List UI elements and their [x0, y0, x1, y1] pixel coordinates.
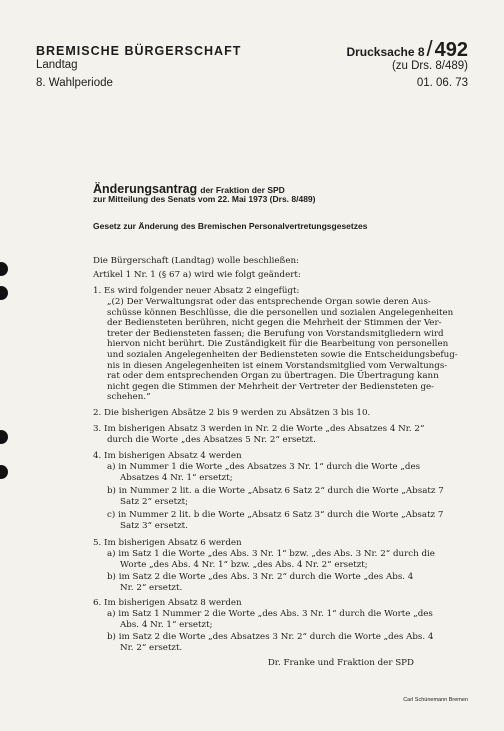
- item-5b-line: Nr. 2“ ersetzt.: [120, 583, 183, 593]
- printer-imprint: Carl Schünemann Bremen: [403, 697, 468, 703]
- electoral-period: 8. Wahlperiode: [36, 77, 113, 89]
- item-1-quote-line: nis in diesen Angelegenheiten ist einem Vorstandsmitglied vom Verwaltungs-: [107, 360, 448, 371]
- item-1-quote-line: der Bediensteten berühren, nicht gegen die Mehrheit der Stimmen der Ver-: [107, 318, 442, 329]
- law-title: Gesetz zur Änderung des Bremischen Personalvertretungsgesetzes: [93, 221, 368, 231]
- item-1-quote-line: schehen.“: [107, 392, 151, 403]
- item-6-heading: 6. Im bisherigen Absatz 8 werden: [93, 598, 242, 608]
- document-date: 01. 06. 73: [416, 77, 468, 89]
- item-3-line: durch die Worte „des Absatzes 5 Nr. 2“ ersetzt.: [107, 435, 316, 445]
- item-1-quote-line: hiervon nicht berührt. Die Zuständigkeit für die Bearbeitung von personellen: [107, 339, 449, 350]
- item-3-line: 3. Im bisherigen Absatz 3 werden in Nr. 2 die Worte „des Absatzes 4 Nr. 2“: [93, 424, 425, 434]
- punch-hole: [0, 465, 8, 479]
- punch-hole: [0, 262, 8, 276]
- item-5a-line: a) im Satz 1 die Worte „des Abs. 3 Nr. 1“ bzw. „des Abs. 3 Nr. 2“ durch die: [107, 549, 435, 559]
- item-4-heading: 4. Im bisherigen Absatz 4 werden: [93, 451, 242, 461]
- item-1-heading: 1. Es wird folgender neuer Absatz 2 eingefügt:: [93, 286, 300, 296]
- drucksache-label: Drucksache 8: [346, 45, 425, 59]
- item-2: 2. Die bisherigen Absätze 2 bis 9 werden zu Absätzen 3 bis 10.: [93, 408, 371, 418]
- article-line: Artikel 1 Nr. 1 (§ 67 a) wird wie folgt geändert:: [93, 270, 301, 280]
- item-6a-line: Abs. 4 Nr. 1“ ersetzt;: [120, 620, 213, 630]
- item-1-quote-line: „(2) Der Verwaltungsrat oder das entsprechende Organ sowie deren Aus-: [107, 297, 431, 307]
- drucksache-number: Drucksache 8/ 492: [346, 36, 468, 61]
- item-5b-line: b) im Satz 2 die Worte „des Abs. 3 Nr. 2“ durch die Worte „des Abs. 4: [107, 572, 414, 582]
- item-4c-line: Satz 3“ ersetzt.: [120, 521, 188, 531]
- item-5-heading: 5. Im bisherigen Absatz 6 werden: [93, 538, 242, 548]
- item-4a-line: Absatzes 4 Nr. 1“ ersetzt;: [120, 473, 233, 483]
- item-6b-line: b) im Satz 2 die Worte „des Absatzes 3 Nr. 2“ durch die Worte „des Abs. 4: [107, 632, 434, 642]
- item-6b-line: Nr. 2“ ersetzt.: [120, 643, 183, 653]
- item-4b-line: b) in Nummer 2 lit. a die Worte „Absatz 6 Satz 2“ durch die Worte „Absatz 7: [107, 486, 444, 496]
- item-4a-line: a) in Nummer 1 die Worte „des Absatzes 3 Nr. 1“ durch die Worte „des: [107, 462, 421, 472]
- item-1-quote-line: und sozialen Angelegenheiten der Bediensteten sowie die Entscheidungsbefug-: [107, 350, 458, 360]
- item-4b-line: Satz 2“ ersetzt;: [120, 497, 189, 507]
- item-4c-line: c) in Nummer 2 lit. b die Worte „Absatz 6 Satz 3“ durch die Worte „Absatz 7: [107, 510, 444, 520]
- item-6a-line: a) im Satz 1 Nummer 2 die Worte „des Abs. 3 Nr. 1“ durch die Worte „des: [107, 609, 433, 619]
- title-main: Änderungsantrag: [93, 182, 198, 196]
- signature: Dr. Franke und Fraktion der SPD: [267, 658, 414, 668]
- item-1-quote-line: nicht gegen die Stimmen der Mehrheit der Vertreter der Bediensteten ge-: [107, 381, 435, 392]
- item-5a-line: Worte „des Abs. 4 Nr. 1“ bzw. „des Abs. 4 Nr. 2“ ersetzt;: [120, 560, 368, 570]
- document-subtitle: zur Mitteilung des Senats vom 22. Mai 1973 (Drs. 8/489): [93, 194, 316, 204]
- punch-hole: [0, 286, 8, 300]
- reference-drucksache: (zu Drs. 8/489): [391, 60, 468, 72]
- item-1-quote-line: rat oder dem entsprechenden Organ zu übertragen. Die Übertragung kann: [107, 371, 439, 382]
- chamber-name: Landtag: [36, 59, 78, 71]
- punch-hole: [0, 430, 8, 444]
- title-by: der Fraktion der SPD: [200, 185, 285, 195]
- item-1-quote-line: treter der Bediensteten fassen; die Berufung von Vorstandsmitgliedern wird: [107, 328, 444, 339]
- drucksache-value: 492: [434, 39, 468, 61]
- parliament-name: BREMISCHE BÜRGERSCHAFT: [36, 44, 242, 58]
- resolution-intro: Die Bürgerschaft (Landtag) wolle beschließen:: [93, 256, 299, 266]
- item-1-quote-line: schüsse können Beschlüsse, die die personellen und sozialen Angelegenheiten: [107, 307, 454, 318]
